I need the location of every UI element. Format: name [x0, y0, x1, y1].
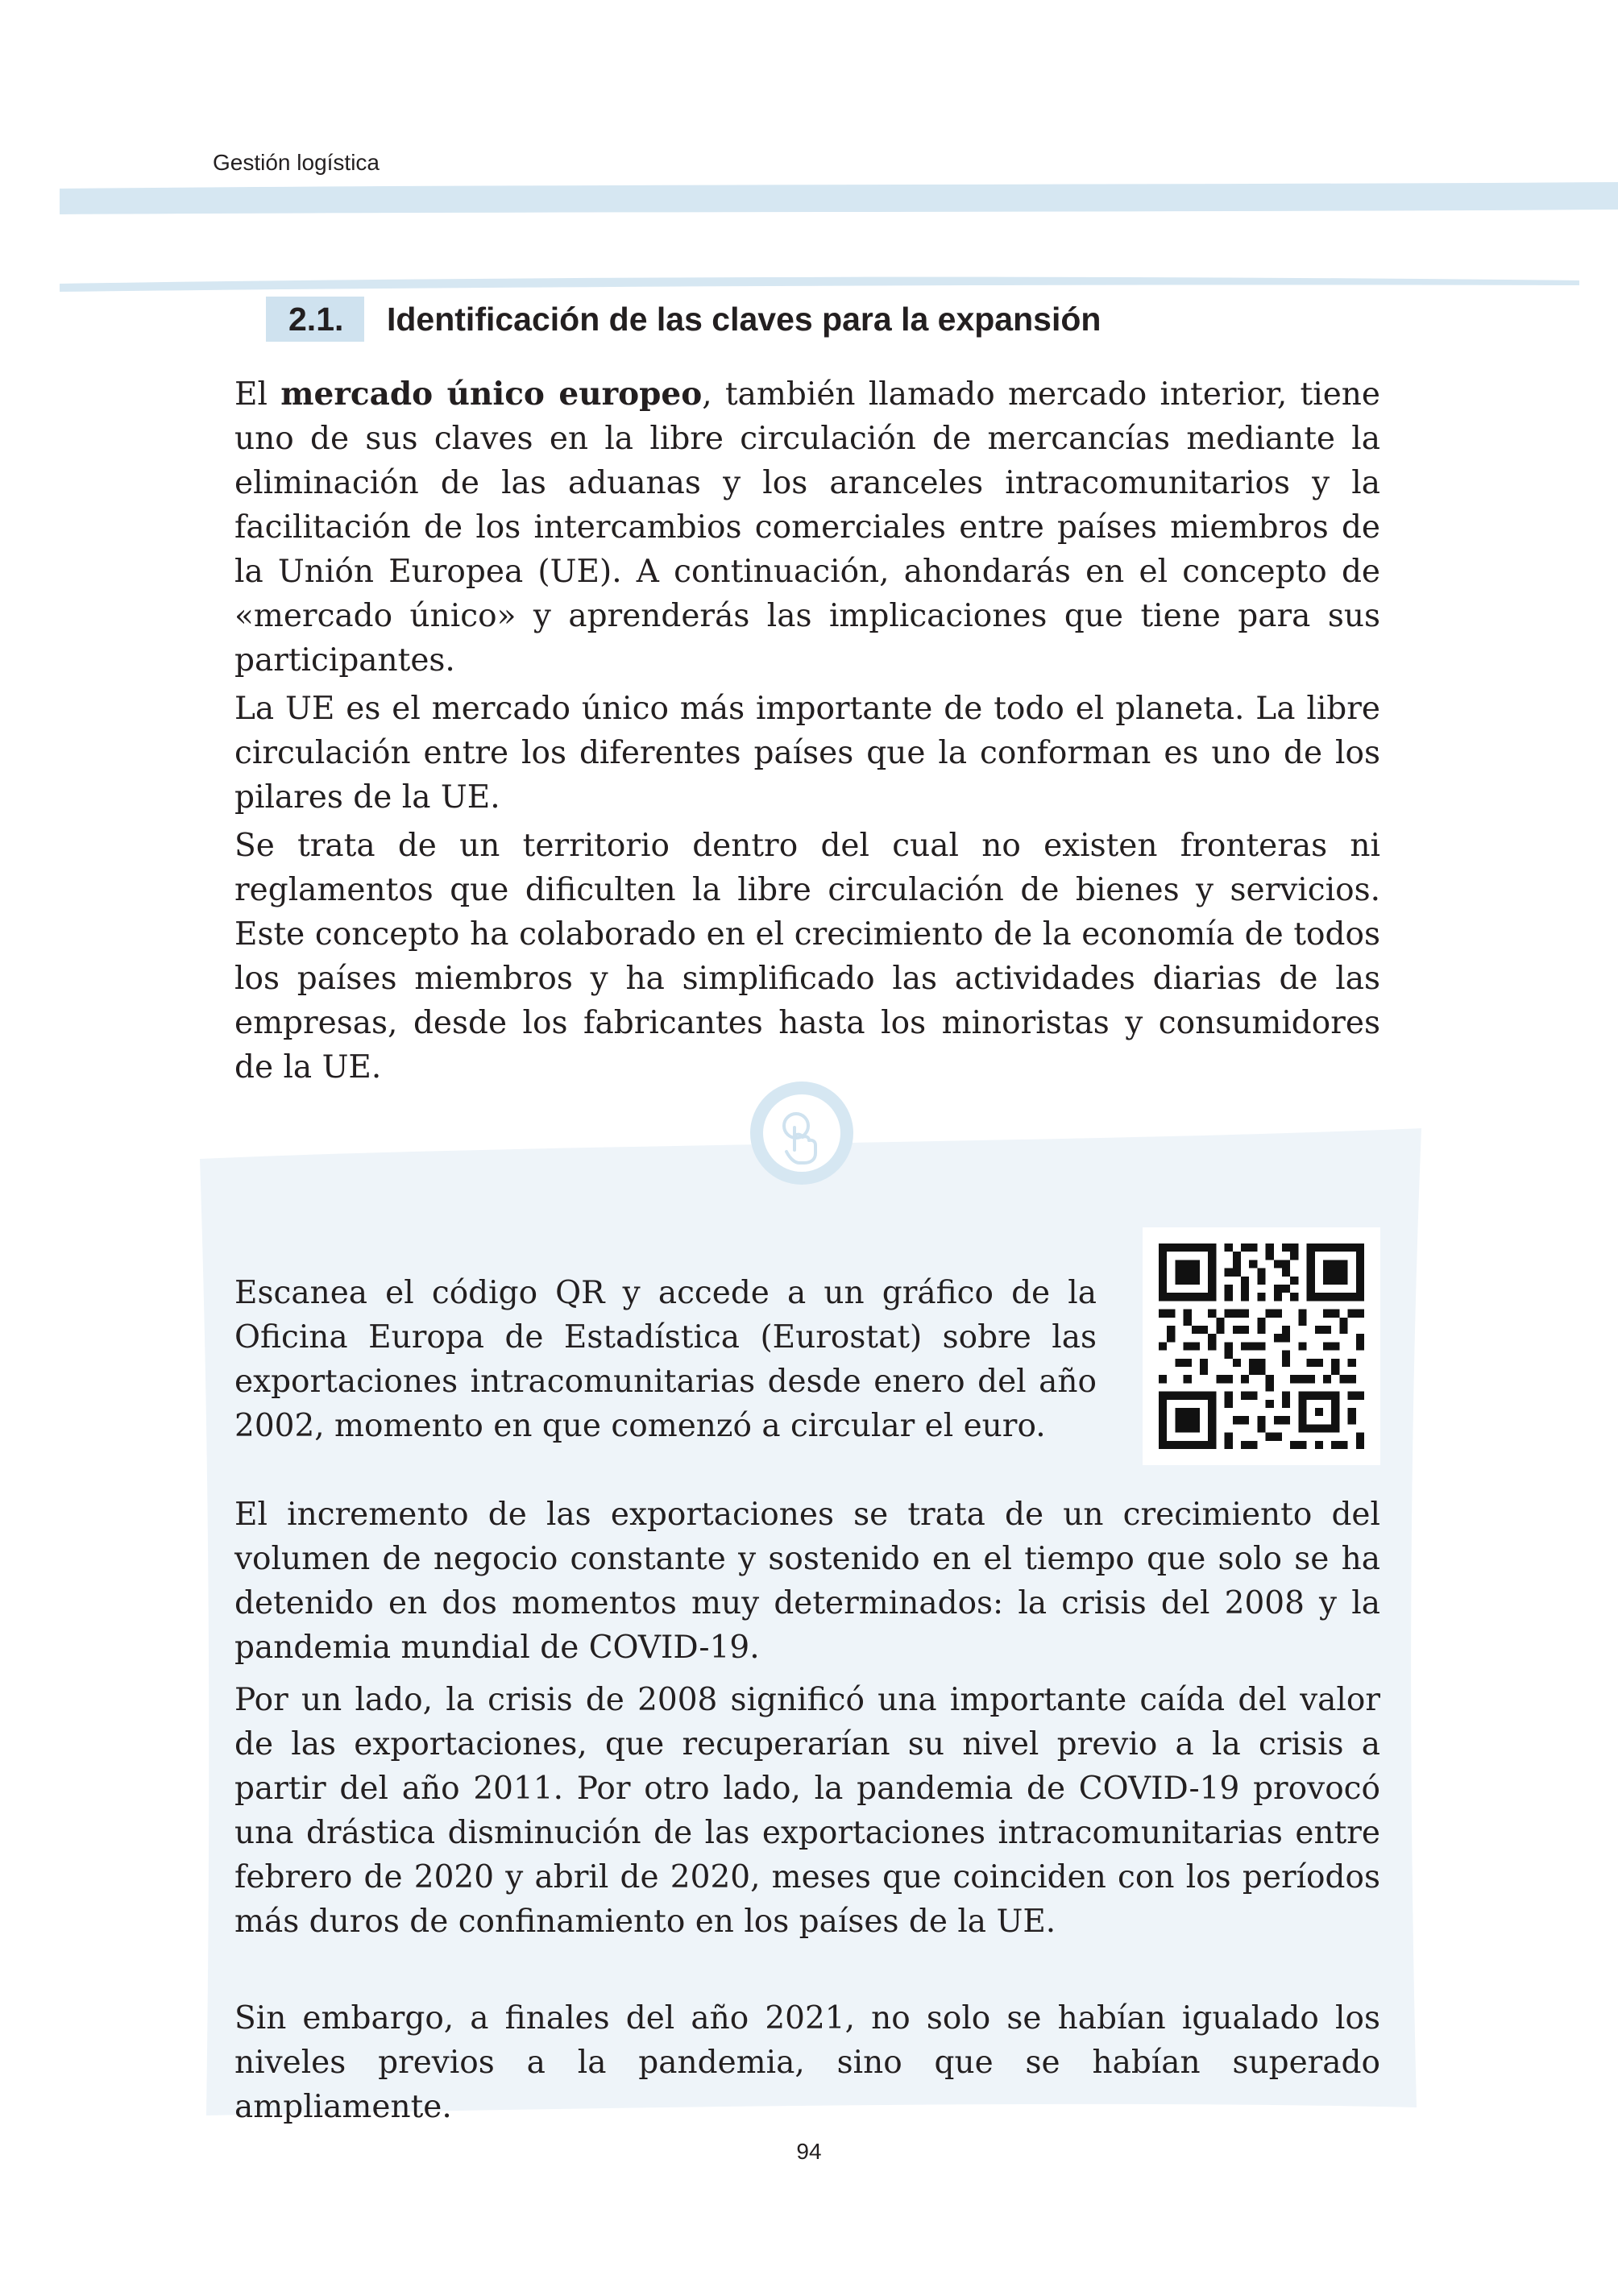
section-heading: [266, 297, 1101, 342]
tap-hand-icon: [748, 1079, 856, 1187]
qr-code[interactable]: [1143, 1227, 1380, 1465]
callout-paragraph-4: Sin embargo, a finales del año 2021, no solo se habían igualado los niveles previos a la pandemia, sino que se habían superado ampliamente.: [234, 2000, 1380, 2125]
paragraph-3: Se trata de un territorio dentro del cual no existen fronteras ni reglamentos que dificulten la libre circulación de bienes y servicios. Este concepto ha colaborado en el crecimiento de la economía de todos los países miembros y ha simplificado las actividades diarias de las empresas, desde los fabricantes hasta los minoristas y consumidores de la UE.: [234, 828, 1380, 1086]
callout-paragraph-2: El incremento de las exportaciones se trata de un crecimiento del volumen de negocio constante y sostenido en el tiempo que solo se ha detenido en dos momentos muy determinados: la crisis del 2008 y la pandemia mundial de COVID-19.: [234, 1497, 1380, 1666]
page-number: 94: [796, 2139, 822, 2164]
paragraph-1-rest: , también llamado mercado interior, tiene uno de sus claves en la libre circulación de mercancías mediante la eliminación de las aduanas y los aranceles intracomunitarios y la facilitación de los intercambios comerciales entre países miembros de la Unión Europea (UE). A continuación, ahondarás en el concepto de «mercado único» y aprenderás las implicaciones que tiene para sus participantes.: [234, 376, 1380, 679]
paragraph-1: [234, 372, 1380, 683]
callout-paragraph-3: Por un lado, la crisis de 2008 significó una importante caída del valor de las exportaciones, que recuperarían su nivel previo a la crisis a partir del año 2011. Por otro lado, la pandemia de COVID-19 provocó una drástica disminución de las exportaciones intracomunitarias entre febrero de 2020 y abril de 2020, meses que coinciden con los períodos más duros de confinamiento en los países de la UE.: [234, 1682, 1380, 1940]
paragraph-1-lead: El: [234, 376, 281, 413]
paragraph-2: La UE es el mercado único más importante de todo el planeta. La libre circulación entre los diferentes países que la conforman es uno de los pilares de la UE.: [234, 691, 1380, 816]
section-number: 2.1.: [266, 297, 364, 342]
header-decorative-band: [60, 182, 1618, 221]
callout-paragraph-qr-intro: Escanea el código QR y accede a un gráfico de la Oficina Europa de Estadística (Eurostat) sobre las exportaciones intracomunitarias desde enero del año 2002, momento en que comenzó a circular el euro.: [234, 1275, 1097, 1444]
section-title: Identificación de las claves para la expansión: [387, 300, 1101, 338]
paragraph-1-bold-term: mercado único europeo: [280, 376, 703, 413]
running-header: Gestión logística: [213, 150, 380, 175]
qr-code-pattern: [1159, 1243, 1364, 1449]
